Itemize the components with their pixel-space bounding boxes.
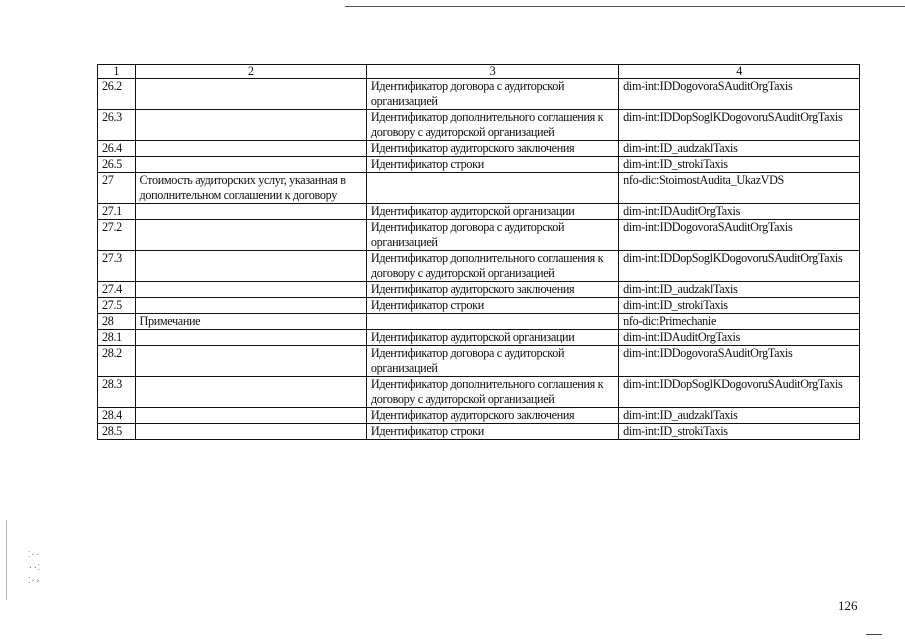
cell-desc: Идентификатор аудиторского заключения — [366, 408, 618, 424]
cell-num: 26.3 — [98, 110, 136, 141]
cell-name — [135, 251, 366, 282]
cell-desc: Идентификатор аудиторского заключения — [366, 282, 618, 298]
cell-desc — [366, 173, 618, 204]
cell-name — [135, 79, 366, 110]
cell-num: 26.4 — [98, 141, 136, 157]
cell-name — [135, 204, 366, 220]
cell-name — [135, 157, 366, 173]
table-row — [98, 157, 860, 173]
table-row — [98, 204, 860, 220]
cell-desc: Идентификатор строки — [366, 424, 618, 440]
header-cell-4: 4 — [619, 65, 860, 79]
table-row — [98, 377, 860, 408]
cell-code: dim-int:IDDopSoglKDogovoruSAuditOrgTaxis — [619, 251, 860, 282]
header-cell-3: 3 — [366, 65, 618, 79]
cell-desc: Идентификатор договора с аудиторской организацией — [366, 220, 618, 251]
cell-desc: Идентификатор дополнительного соглашения к договору с аудиторской организацией — [366, 251, 618, 282]
cell-code: dim-int:IDAuditOrgTaxis — [619, 204, 860, 220]
cell-num: 27.3 — [98, 251, 136, 282]
cell-name — [135, 141, 366, 157]
cell-name: Стоимость аудиторских услуг, указанная в дополнительном соглашении к договору — [135, 173, 366, 204]
cell-name — [135, 298, 366, 314]
cell-desc — [366, 314, 618, 330]
cell-code: dim-int:IDAuditOrgTaxis — [619, 330, 860, 346]
table-row — [98, 141, 860, 157]
cell-desc: Идентификатор договора с аудиторской организацией — [366, 346, 618, 377]
cell-desc: Идентификатор аудиторской организации — [366, 330, 618, 346]
cell-name — [135, 220, 366, 251]
cell-num: 27.5 — [98, 298, 136, 314]
scan-artifacts: ⁚·· ··⁚ ⁚·› — [28, 550, 41, 585]
cell-num: 28.3 — [98, 377, 136, 408]
cell-num: 28 — [98, 314, 136, 330]
cell-code: dim-int:IDDogovoraSAuditOrgTaxis — [619, 220, 860, 251]
table-row — [98, 298, 860, 314]
cell-code: dim-int:IDDopSoglKDogovoruSAuditOrgTaxis — [619, 377, 860, 408]
table-row — [98, 251, 860, 282]
table-row — [98, 173, 860, 204]
cell-num: 27 — [98, 173, 136, 204]
page-number: 126 — [838, 598, 858, 613]
cell-code: dim-int:ID_strokiTaxis — [619, 157, 860, 173]
cell-name — [135, 330, 366, 346]
cell-code: dim-int:ID_strokiTaxis — [619, 298, 860, 314]
cell-num: 28.2 — [98, 346, 136, 377]
cell-code: dim-int:IDDogovoraSAuditOrgTaxis — [619, 79, 860, 110]
table-row — [98, 330, 860, 346]
table-row — [98, 346, 860, 377]
taxonomy-table — [97, 64, 860, 440]
table-row — [98, 408, 860, 424]
cell-code: dim-int:ID_audzaklTaxis — [619, 141, 860, 157]
cell-code: dim-int:ID_strokiTaxis — [619, 424, 860, 440]
cell-num: 26.2 — [98, 79, 136, 110]
cell-name — [135, 282, 366, 298]
cell-name — [135, 424, 366, 440]
cell-code: dim-int:IDDogovoraSAuditOrgTaxis — [619, 346, 860, 377]
cell-desc: Идентификатор аудиторского заключения — [366, 141, 618, 157]
cell-num: 28.4 — [98, 408, 136, 424]
cell-name — [135, 110, 366, 141]
cell-name — [135, 408, 366, 424]
cell-desc: Идентификатор дополнительного соглашения к договору с аудиторской организацией — [366, 110, 618, 141]
cell-code: dim-int:IDDopSoglKDogovoruSAuditOrgTaxis — [619, 110, 860, 141]
header-cell-1: 1 — [98, 65, 136, 79]
cell-code: nfo-dic:StoimostAudita_UkazVDS — [619, 173, 860, 204]
top-rule — [345, 6, 905, 7]
cell-num: 27.1 — [98, 204, 136, 220]
table-row — [98, 79, 860, 110]
table-row — [98, 110, 860, 141]
cell-name — [135, 377, 366, 408]
cell-num: 28.1 — [98, 330, 136, 346]
cell-code: nfo-dic:Primechanie — [619, 314, 860, 330]
cell-name: Примечание — [135, 314, 366, 330]
cell-num: 27.4 — [98, 282, 136, 298]
corner-mark — [866, 634, 882, 635]
cell-desc: Идентификатор дополнительного соглашения к договору с аудиторской организацией — [366, 377, 618, 408]
table-row — [98, 282, 860, 298]
scan-edge — [6, 520, 7, 600]
table-row — [98, 424, 860, 440]
cell-num: 27.2 — [98, 220, 136, 251]
cell-code: dim-int:ID_audzaklTaxis — [619, 408, 860, 424]
cell-desc: Идентификатор строки — [366, 298, 618, 314]
table-row — [98, 314, 860, 330]
table-row — [98, 220, 860, 251]
header-row — [98, 65, 860, 79]
cell-desc: Идентификатор договора с аудиторской организацией — [366, 79, 618, 110]
cell-desc: Идентификатор аудиторской организации — [366, 204, 618, 220]
cell-num: 26.5 — [98, 157, 136, 173]
cell-name — [135, 346, 366, 377]
cell-num: 28.5 — [98, 424, 136, 440]
cell-code: dim-int:ID_audzaklTaxis — [619, 282, 860, 298]
header-cell-2: 2 — [135, 65, 366, 79]
cell-desc: Идентификатор строки — [366, 157, 618, 173]
